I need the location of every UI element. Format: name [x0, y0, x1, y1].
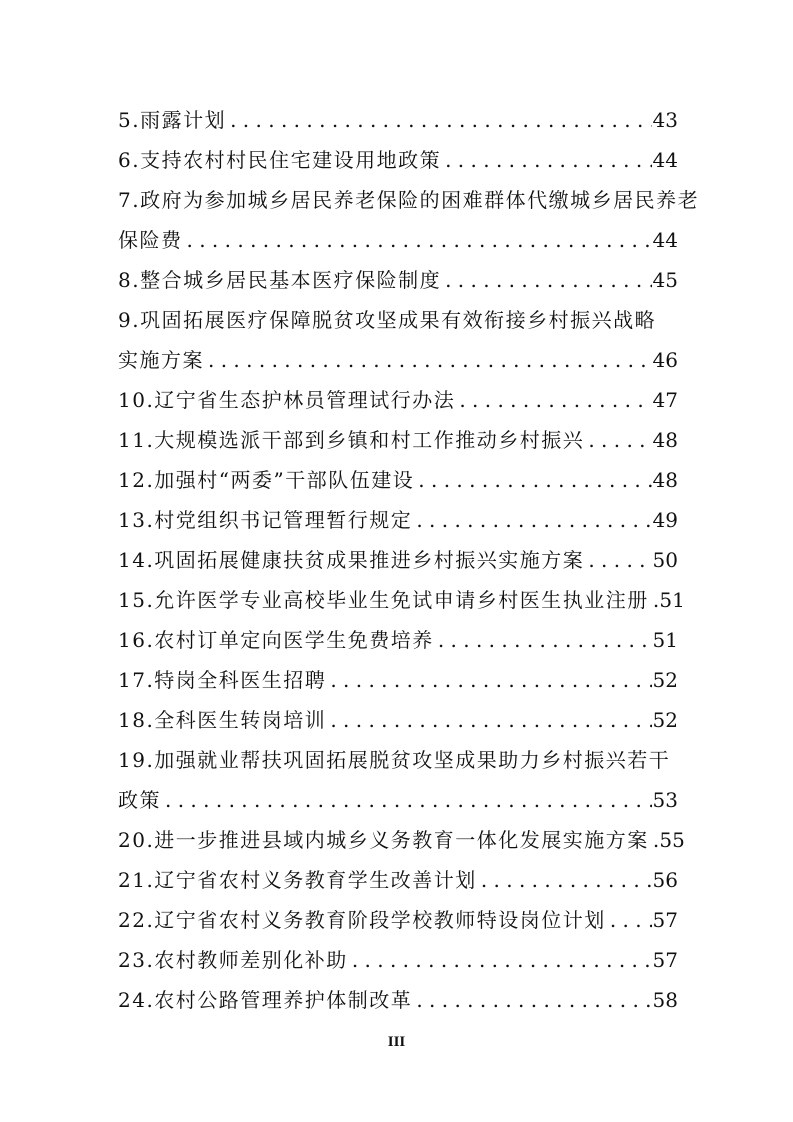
- dot-leader: [204, 340, 652, 380]
- toc-entry-title: 12.加强村“两委”干部队伍建设: [118, 468, 415, 492]
- toc-entry[interactable]: [118, 940, 678, 980]
- toc-entry-page: 43: [652, 108, 678, 132]
- toc-entry-page: 57: [652, 948, 678, 972]
- dot-leader: [441, 260, 652, 300]
- toc-entry[interactable]: [118, 540, 678, 580]
- toc-entry[interactable]: [118, 860, 678, 900]
- toc-entry[interactable]: [118, 100, 678, 140]
- toc-entry-title: 保险费: [118, 228, 183, 252]
- toc-entry-title: 20.进一步推进县域内城乡义务教育一体化发展实施方案: [118, 828, 649, 852]
- toc-entry-page: 51: [652, 628, 678, 652]
- dot-leader: [414, 460, 652, 500]
- dot-leader: [606, 900, 652, 940]
- toc-entry-page: 58: [652, 988, 678, 1012]
- toc-entry[interactable]: [118, 980, 678, 1020]
- toc-entry-page: 46: [652, 348, 678, 372]
- toc-entry[interactable]: [118, 580, 685, 620]
- toc-entry[interactable]: [118, 260, 678, 300]
- toc-entry-title: 24.农村公路管理养护体制改革: [118, 988, 413, 1012]
- dot-leader: [412, 980, 652, 1020]
- dot-leader: [183, 220, 653, 260]
- table-of-contents: [118, 100, 700, 1020]
- toc-entry-page: 50: [652, 548, 678, 572]
- toc-entry-title: 16.农村订单定向医学生免费培养: [118, 628, 434, 652]
- toc-entry-title: 8.整合城乡居民基本医疗保险制度: [118, 268, 442, 292]
- dot-leader: [412, 500, 652, 540]
- toc-entry-title: 15.允许医学专业高校毕业生免试申请乡村医生执业注册: [118, 588, 649, 612]
- dot-leader: [441, 140, 652, 180]
- toc-entry[interactable]: [118, 180, 700, 260]
- toc-entry[interactable]: [118, 660, 678, 700]
- toc-entry-page: 53: [652, 788, 678, 812]
- toc-entry-title: 17.特岗全科医生招聘: [118, 668, 327, 692]
- toc-entry-title-line1: 7.政府为参加城乡居民养老保险的困难群体代缴城乡居民养老: [118, 188, 700, 212]
- toc-entry[interactable]: [118, 900, 678, 940]
- toc-entry-title: 10.辽宁省生态护林员管理试行办法: [118, 388, 456, 412]
- toc-entry-title: 6.支持农村村民住宅建设用地政策: [118, 148, 442, 172]
- dot-leader: [477, 860, 652, 900]
- toc-entry[interactable]: [118, 700, 678, 740]
- toc-entry-title: 13.村党组织书记管理暂行规定: [118, 508, 413, 532]
- toc-entry-page: 44: [652, 228, 678, 252]
- toc-entry[interactable]: [118, 420, 678, 460]
- toc-entry[interactable]: [118, 820, 685, 860]
- dot-leader: [226, 100, 652, 140]
- toc-entry-title: 21.辽宁省农村义务教育学生改善计划: [118, 868, 477, 892]
- dot-leader: [584, 540, 652, 580]
- toc-entry-page: 55: [659, 828, 685, 852]
- page-number-footer: III: [387, 1034, 406, 1050]
- toc-entry-title: 11.大规模选派干部到乡镇和村工作推动乡村振兴: [118, 428, 585, 452]
- toc-entry-page: 48: [652, 468, 678, 492]
- toc-entry-page: 48: [652, 428, 678, 452]
- toc-entry-title-line1: 19.加强就业帮扶巩固拓展脱贫攻坚成果助力乡村振兴若干: [118, 748, 671, 772]
- toc-entry-page: 52: [652, 668, 678, 692]
- dot-leader: [584, 420, 652, 460]
- dot-leader: [455, 380, 652, 420]
- toc-entry-page: 56: [652, 868, 678, 892]
- toc-entry-title: 18.全科医生转岗培训: [118, 708, 327, 732]
- toc-entry[interactable]: [118, 140, 678, 180]
- toc-entry-page: 51: [659, 588, 685, 612]
- dot-leader: [348, 940, 652, 980]
- dot-leader: [434, 620, 652, 660]
- toc-entry[interactable]: [118, 740, 678, 820]
- toc-entry-title: 23.农村教师差别化补助: [118, 948, 348, 972]
- toc-entry-title: 政策: [118, 788, 161, 812]
- dot-leader: [649, 580, 659, 620]
- dot-leader: [649, 820, 659, 860]
- toc-entry-title: 5.雨露计划: [118, 108, 227, 132]
- toc-entry-page: 57: [652, 908, 678, 932]
- toc-entry[interactable]: [118, 300, 678, 380]
- dot-leader: [326, 660, 652, 700]
- toc-entry-title-line1: 9.巩固拓展医疗保障脱贫攻坚成果有效衔接乡村振兴战略: [118, 308, 657, 332]
- toc-entry-title: 实施方案: [118, 348, 204, 372]
- dot-leader: [326, 700, 652, 740]
- toc-entry-title: 22.辽宁省农村义务教育阶段学校教师特设岗位计划: [118, 908, 606, 932]
- toc-entry-page: 44: [652, 148, 678, 172]
- toc-entry-page: 47: [652, 388, 678, 412]
- toc-entry-page: 45: [652, 268, 678, 292]
- toc-entry[interactable]: [118, 500, 678, 540]
- toc-entry-page: 52: [652, 708, 678, 732]
- toc-entry-title: 14.巩固拓展健康扶贫成果推进乡村振兴实施方案: [118, 548, 585, 572]
- toc-entry-page: 49: [652, 508, 678, 532]
- toc-entry[interactable]: [118, 620, 678, 660]
- toc-entry[interactable]: [118, 460, 678, 500]
- dot-leader: [161, 780, 652, 820]
- toc-entry[interactable]: [118, 380, 678, 420]
